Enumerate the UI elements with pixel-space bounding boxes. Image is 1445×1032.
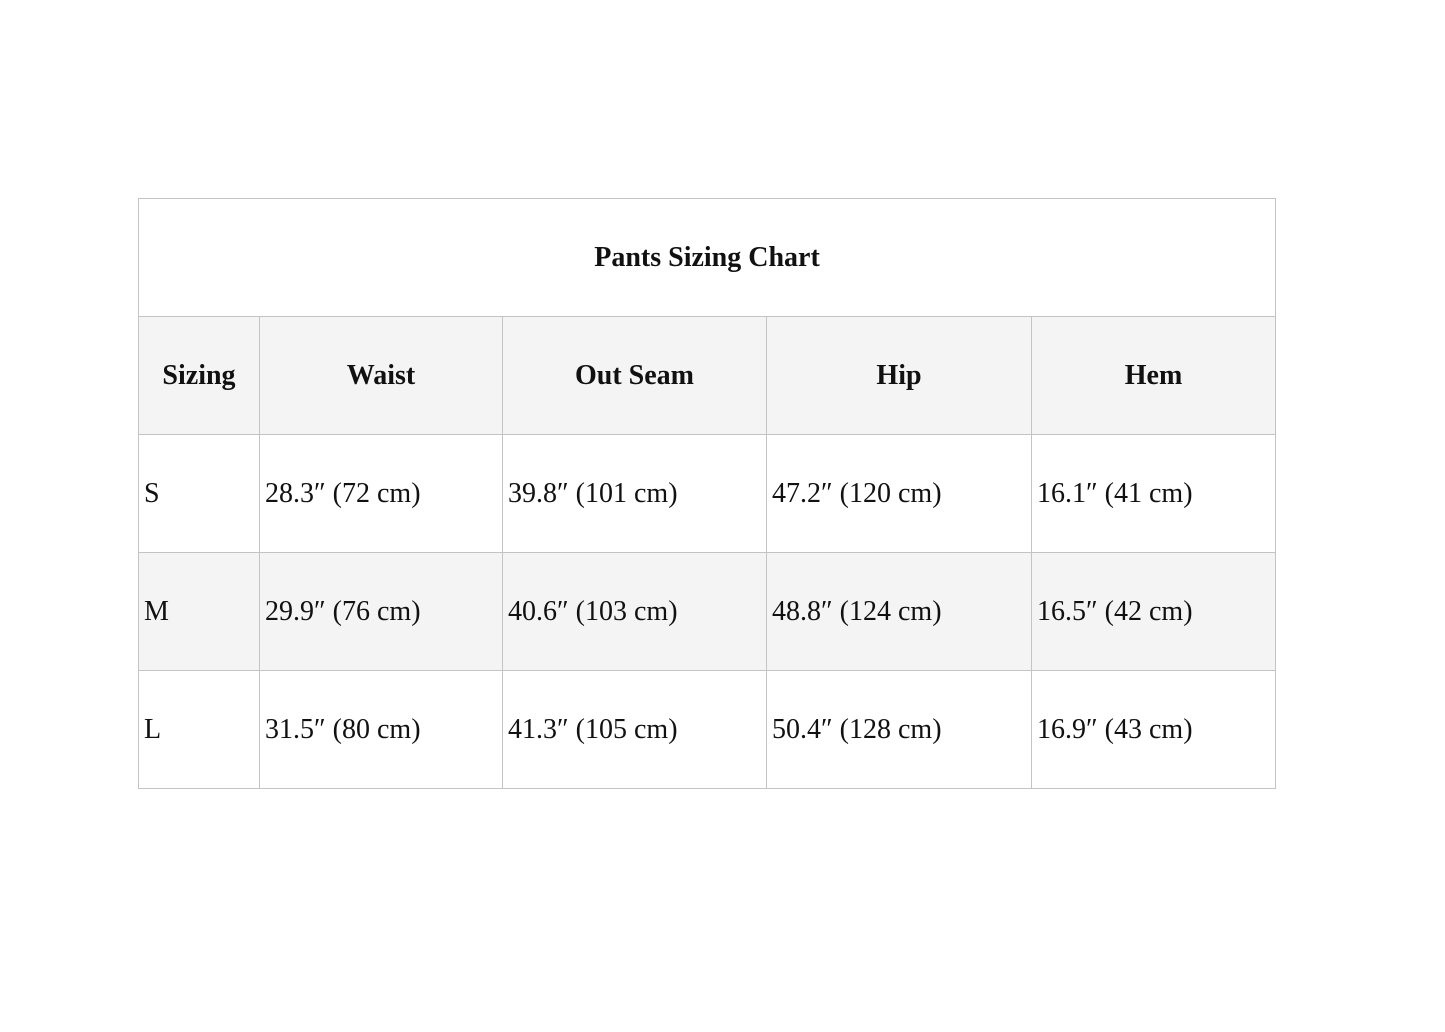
waist-value: 28.3″ (72 cm)	[260, 435, 503, 553]
size-label: M	[139, 553, 260, 671]
table-row	[139, 671, 1276, 789]
hem-value: 16.9″ (43 cm)	[1032, 671, 1276, 789]
table-row	[139, 553, 1276, 671]
title-row	[139, 199, 1276, 317]
out-seam-value: 39.8″ (101 cm)	[503, 435, 767, 553]
hem-value: 16.5″ (42 cm)	[1032, 553, 1276, 671]
waist-value: 31.5″ (80 cm)	[260, 671, 503, 789]
chart-title: Pants Sizing Chart	[139, 199, 1276, 317]
waist-value: 29.9″ (76 cm)	[260, 553, 503, 671]
hem-value: 16.1″ (41 cm)	[1032, 435, 1276, 553]
column-header-hem: Hem	[1032, 317, 1276, 435]
table-row	[139, 435, 1276, 553]
size-label: L	[139, 671, 260, 789]
hip-value: 50.4″ (128 cm)	[767, 671, 1032, 789]
hip-value: 48.8″ (124 cm)	[767, 553, 1032, 671]
sizing-chart-table	[138, 198, 1276, 789]
column-header-sizing: Sizing	[139, 317, 260, 435]
size-label: S	[139, 435, 260, 553]
hip-value: 47.2″ (120 cm)	[767, 435, 1032, 553]
column-header-hip: Hip	[767, 317, 1032, 435]
out-seam-value: 40.6″ (103 cm)	[503, 553, 767, 671]
out-seam-value: 41.3″ (105 cm)	[503, 671, 767, 789]
column-header-out-seam: Out Seam	[503, 317, 767, 435]
header-row	[139, 317, 1276, 435]
column-header-waist: Waist	[260, 317, 503, 435]
